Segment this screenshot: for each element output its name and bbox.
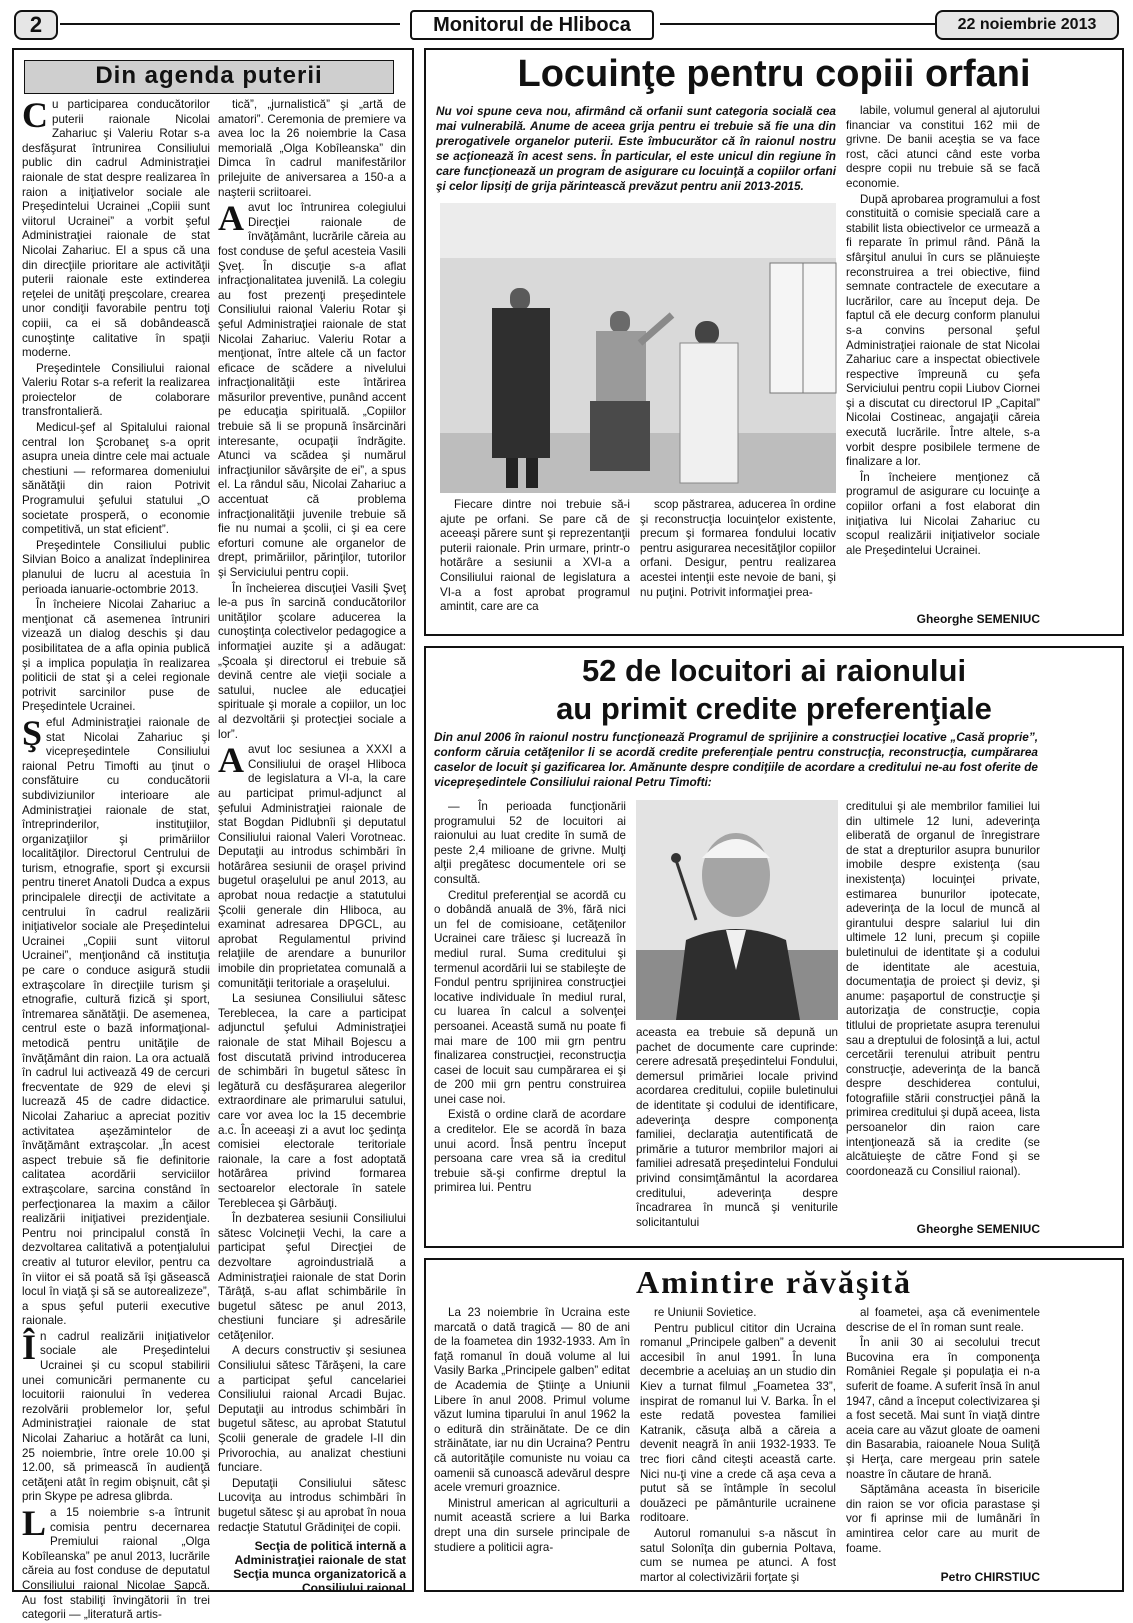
paragraph: În cadrul realizării iniţiativelor sociale ale Preşedintelui Ucrainei şi cu scopul stabilirii unei comunicări permanente cu locuitorii raionului în vederea rezolvării problemelor lor, şeful Administraţiei raionale de stat Nicolai Zahariuc a hotărât ca luni, 25 noiembrie, între orele 10.00 şi 12.00, să primească în audienţă cetăţeni atât în regim obişnuit, cât şi prin Skype pe adresa glibrda.: [22, 1326, 210, 1504]
paragraph: În încheiere menţionez că programul de asigurare cu locuinţe a copiilor orfani a fost elaborat din iniţiativa lui Nicolai Zahariuc cu scopul realizării iniţiativelor sociale ale Preşedintelui Ucrainei.: [846, 470, 1040, 557]
paragraph: Autorul romanului s-a născut în satul Solonîţa din gubernia Poltava, cum se numea pe atunci. A fost martor al colectivizării forţate şi: [640, 1526, 836, 1584]
paragraph: — În perioada funcţionării programului 52 de locuitori ai raionului au luat credite în sumă de peste 2,4 milioane de grivne. Mulţi alţii pregătesc documentele ori se consultă.: [434, 800, 626, 886]
paragraph: În încheiere Nicolai Zahariuc a menţionat că asemenea întruniri vizează un dialog deschis şi dau posibilitatea de a afla opinia publică şi a implica populaţia în realizarea politicii de stat şi a celei regionale potrivit sarcinilor puse de Preşedintele Ucrainei.: [22, 598, 210, 714]
masthead-rule-left: [60, 23, 400, 25]
orphans-column-b-text: scop păstrarea, aducerea în ordine şi reconstrucţia locuinţelor existente, precum şi formarea fondului locativ pentru asigurarea necesităţilor copiilor orfani. Desigur, pentru realizarea acestei intenţii este nevoie de bani, şi nu puţini. Potrivit informaţiei prea-: [640, 498, 836, 599]
masthead-rule-right: [660, 23, 935, 25]
orphans-column-a: [440, 498, 630, 628]
paragraph: Şeful Administraţiei raionale de stat Nicolai Zahariuc şi vicepreşedintele Consiliului raional Petru Timofti au ţinut o consfătuire cu conducătorii subdiviziunilor interioare ale Administraţiei raionale de stat, întreprinderilor, instituţiilor, organizaţiilor şi primăriilor localităţilor. Directorul Centrului de turism, etnografie, sport şi excursii pentru tineret Anatoli Dudca a expus principalele direcţii de activitate a centrului în cadrul realizării iniţiativelor sociale ale Preşedintelui Ucrainei „Copiii sunt viitorul Ucrainei”, menţionând că instituţia pe care o conduce asigură studii extraşcolare în direcţiile turism şi etnografie, cultură fizică şi sport, întremarea sănătăţii. De asemenea, centrul este o bază informaţional-metodică pentru unităţile de învăţământ din raion. La ora actuală în cadrul lui activează 49 de cercuri frecventate de 929 de elevi şi lucrează 45 de cadre didactice. Nicolai Zahariuc a apreciat pozitiv activitatea aşezămintelor de învăţământ extraşcolar. „În acest aspect trebuie să fie definitorie calitatea acordării serviciilor extraşcolare, sarcina constând în perfecţionarea la maxim a căilor realizării iniţiativei prezidenţiale. Pentru noi principalul constă în dezvoltarea calitativă a potenţialului creativ al tuturor elevilor, pentru ca în viitor ei să poată să îşi găsească locul în viaţă şi să se autorealizeze”, a spus şeful puterii executive raionale.: [22, 712, 210, 1328]
agenda-heading: Din agenda puterii: [24, 60, 394, 94]
credits-column-b: [636, 1026, 838, 1242]
paragraph: Aavut loc întrunirea colegiului Direcţiei raionale de învăţământ, lucrările căreia au fost conduse de şeful acesteia Vasili Şveţ. În discuţie s-a aflat infracţionalitatea juvenilă. La colegiu au fost prezenţi preşedintele Consiliului raional Valeriu Rotar şi şeful Administraţiei raionale de stat Nicolai Zahariuc. Valeriu Rotar a menţionat, între altele că un factor eficace de scădere a nivelului infracţionalităţii este întărirea măsurilor preventive, punând accent pe educaţia spirituală. „Copiilor trebuie să li se propună însărcinări interesante, ocupaţii îndrăgite. Atunci va scădea şi numărul infracţiunilor săvârşite de ei”, a spus el. La rândul său, Nicolai Zahariuc a accentuat că problema infracţionalităţii juvenile trebuie să fie nu numai a şcolii, ci şi ea cere eforturi comune ale organelor de drept, primăriilor, părinţilor, tutorilor şi Serviciului pentru copii.: [218, 198, 406, 579]
orphans-column-a-text: Fiecare dintre noi trebuie să-i ajute pe orfani. Se pare că de aceeaşi părere sunt şi reprezentanţii puterii raionale. Prin urmare, printr-o hotărâre a sesiunii a XVI-a a Consiliului raional de legislatura a VI-a a fost aprobat programul amintit, care are ca: [440, 498, 630, 614]
orphans-column-c: [846, 104, 1040, 612]
paragraph: Preşedintele Consiliului public Silvian Boico a analizat îndeplinirea planului de lucru al acestuia în perioada ianuarie-octombrie 2013.: [22, 538, 210, 596]
orphans-author: Gheorghe SEMENIUC: [916, 612, 1040, 626]
paragraph: În dezbaterea sesiunii Consiliului sătesc Volcineţii Vechi, la care a participat şeful Direcţiei de dezvoltare agroindustrială a Administraţiei raionale de stat Dorin Tărâţă, s-au aflat schimbările în bugetul sătesc pe anul 2013, chestiuni funciare şi adresările cetăţenilor.: [218, 1212, 406, 1342]
agenda-column-2: [218, 98, 406, 1596]
agenda-signature-1: Secţia de politică internă a Administraţiei raionale de stat: [234, 1539, 406, 1568]
issue-date: 22 noiembrie 2013: [935, 10, 1119, 40]
paragraph: În anii 30 ai secolului trecut Bucovina era în componenţa României Regale şi populaţia ei n-a suferit de foame. A suferit însă în anul 1947, când a început colectivizarea şi a fost secetă. Mai sunt în viaţă dintre aceia care au văzut gloate de oameni din Basarabia, raioanele Noua Suliţă şi Herţa, care mergeau prin satele noastre în căutare de hrană.: [846, 1336, 1040, 1481]
amintire-author: Petro CHIRSTIUC: [940, 1570, 1040, 1584]
paragraph: Cu participarea conducătorilor puterii raionale Nicolai Zahariuc şi Valeriu Rotar s-a desfăşurat întrunirea Consiliului public din cadrul Administraţiei raionale de stat despre realizarea în raion a iniţiativelor sociale ale Preşedintelui Ucrainei „Copiii sunt viitorul Ucrainei” a vorbit şeful Administraţiei raionale de stat Nicolai Zahariuc. El a spus că una din direcţiile prioritare ale activităţii puterii raionale este extinderea reţelei de unităţi preşcolare, crearea unor condiţii favorabile pentru toţi copiii, ca ei să dobândească cunoştinţe calitative în spaţii moderne.: [22, 95, 210, 360]
credits-lead: Din anul 2006 în raionul nostru funcţionează Programul de sprijinire a construcţiei locative „Casă proprie”, conform căruia cetăţenilor li se acordă credite preferenţiale pentru construcţia, reconstrucţia, cumpărarea caselor de locuit şi gazificarea lor. Amănunte despre condiţiile de acordare a creditului ne-au fost oferite de vicepreşedintele Consiliului raional Petru Timofti:: [434, 730, 1038, 789]
credits-column-c-text: creditului şi ale membrilor familiei lui din ultimele 12 luni, adeverinţa eliberată de organul de înregistrare de stat a drepturilor asupra bunurilor imobile despre existenţa (sau inexistenţa) locuinţei private, estimarea bunurilor ipotecate, adeverinţa de la locul de muncă al girantului despre salariul lui din ultimele 12 luni, precum şi copiile buletinului de identitate şi a codului de identitate ale acestuia, documentaţia de proiect şi deviz, şi anume: paşaportul de construcţie şi autorizaţia de construcţie, copia titlului de proprietate asupra terenului sau a dreptului de folosinţă a lui, actul cercetării terenului atribuit pentru construcţie, adeverinţa de la bancă despre deschiderea contului, fotografiile stării construcţiei până la primirea creditului şi după aceea, lista persoanelor din raion care intenţionează să ia credite (se alcătuieşte de către Fond şi se coordonează cu Consiliul raional).: [846, 800, 1040, 1178]
paragraph: Medicul-şef al Spitalului raional central Ion Şcrobaneţ s-a oprit asupra uneia dintre cele mai actuale chestiuni — reformarea domeniului sănătăţii din raion Potrivit Programului şefului statului „O societate prosperă, o economie competitivă, un stat eficient”.: [22, 421, 210, 537]
credits-column-b-text: aceasta ea trebuie să depună un pachet de documente care cuprinde: cerere adresată preşedintelui Fondului, demersul primăriei locale privind acordarea creditului, copiile buletinului de identitate şi codului de identificare, adeverinţa despre componenţa familiei, declaraţia autentificată de primărie a tuturor membrilor majori ai familiei adresată preşedintelui Fondului privind consimţământul la acordarea creditului, adeverinţa despre încadrarea în muncă şi veniturile solicitantului: [636, 1026, 838, 1229]
paragraph: labile, volumul general al ajutorului financiar va constitui 162 mii de grivne. De banii aceştia se va face rost, căci atunci când este vorba despre copii nu trebuie să se facă economie.: [846, 104, 1040, 190]
amintire-column-b-body: [640, 1306, 836, 1585]
photo-official-at-microphone: [636, 800, 838, 1020]
paragraph: A decurs constructiv şi sesiunea Consiliului sătesc Tărăşeni, la care a participat şeful cancelariei Consiliului raional Arcadi Bujac. Deputaţii au introdus schimbări în bugetul sătesc, au aprobat Statutul Şcolii generale de gradele I-II din Privorochia, au analizat chestiuni funciare.: [218, 1344, 406, 1475]
agenda-column-2-body: [218, 98, 406, 1535]
credits-column-c: [846, 800, 1040, 1222]
paragraph: După aprobarea programului a fost constituită o comisie specială care a stabilit lista obiectivelor ce urmează a fi reparate în primul rând. Până la sfârşitul anului în curs se plănuieşte reconstruirea a trei obiective, fiind semnate contractele de executare a lucrărilor, care au început deja. De faptul că ele decurg conform planului s-a convins personal şeful Administraţiei raionale de stat Nicolai Zahariuc care a inspectat obiectivele respective împreună cu şefa Serviciului pentru copii Liubov Ciornei şi a discutat cu directorul IP „Capital” Nicolai Costineac, angajaţii căreia execută lucrările. Între altele, s-a vorbit despre posibilele termene de finalizare a lor.: [846, 192, 1040, 469]
orphans-column-b: [640, 498, 836, 628]
orphans-photo: [440, 203, 836, 493]
paragraph: al foametei, aşa că evenimentele descrise de el în roman sunt reale.: [846, 1306, 1040, 1334]
paragraph: Săptămâna aceasta în bisericile din raion se vor oficia parastase şi vor fi aprinse mii de lumânări în amintirea celor care au murit de foame.: [846, 1483, 1040, 1555]
paragraph: Deputaţii Consiliului sătesc Lucoviţa au introdus schimbări în bugetul sătesc şi au aprobat în noua redacţie Statutul Grădiniţei de copii.: [218, 1476, 406, 1534]
credits-column-a-body: [434, 800, 626, 1196]
publication-title: Monitorul de Hliboca: [410, 10, 654, 40]
agenda-signature-2: Secţia munca organizatorică a Consiliului raional: [233, 1567, 406, 1596]
amintire-column-a: [434, 1306, 630, 1586]
paragraph: Creditul preferenţial se acordă cu o dobândă anuală de 3%, fără nici un fel de comisioane, cetăţenilor Ucrainei care trăiesc şi lucrează în mediul rural. Suma creditului şi termenul acordării lui se stabileşte de Fondul pentru sprijinirea construcţiei locative individuale în mediul rural, cu luarea în calcul a solvenţei persoanei. Această sumă nu poate fi mai mare de 100 mii grn pentru finalizarea construcţiei, reconstrucţia casei de locuit sau cumpărarea ei şi de 200 mii grn pentru construirea unei case noi.: [434, 888, 626, 1106]
credits-author: Gheorghe SEMENIUC: [916, 1222, 1040, 1236]
paragraph: Există o ordine clară de acordare a creditelor. Ele se acordă în baza unui acord. Însă pentru început persoana care vrea să ia creditul trebuie să-şi confirme dreptul la primirea lui. Pentru: [434, 1108, 626, 1195]
credits-photo: [636, 800, 838, 1020]
orphans-lead: Nu voi spune ceva nou, afirmând că orfanii sunt categoria socială cea mai vulnerabilă. Anume de aceea grija pentru ei trebuie să fie una din prerogativele organelor puterii. Este îmbucurător că în raionul nostru se acţionează în acest sens. În particular, el este unicul din regiune în care funcţionează un program de asigurare cu locuinţă a copiilor orfani şi celor lipsiţi de grija părintească prevăzut pentru anii 2013-2015.: [436, 104, 836, 193]
paragraph: Aavut loc sesiunea a XXXI a Consiliului de oraşel Hliboca de legislatura a VI-a, la care au participat primul-adjunct al şefului Administraţiei raionale de stat Bogdan Pidlubnîi şi deputatul Consiliului raional Valeri Vorotneac. Deputaţii au introdus schimbări în hotărârea sesiunii de oraşel privind bugetul oraşelului pe anul 2013, au aprobat noua redacţie a statutului Şcolii generale din Hliboca, au examinat adresarea DPGCL, au aprobat Regulamentul privind relaţiile de arendare a bunurilor imobile din proprietatea comunală a comunităţii teritoriale a oraşelului.: [218, 740, 406, 990]
paragraph: tică”, „jurnalistică” şi „artă de amatori”. Ceremonia de premiere va avea loc la 26 noiembrie la Casa memorială „Olga Kobîleanska” din Dimca în cadrul manifestărilor prilejuite de aniversarea a 150-a a naşterii scriitoarei.: [218, 98, 406, 199]
paragraph: re Uniunii Sovietice.: [654, 1306, 757, 1319]
paragraph: La 15 noiembrie s-a întrunit comisia pentru decernarea Premiului raional „Olga Kobîleanska” pe anul 2013, lucrările căreia au fost conduse de deputatul Consiliului raional Nicolae Şapcă. Au fost stabiliţi învingătorii în trei categorii — „literatură artis-: [22, 1503, 210, 1622]
amintire-column-a-body: [434, 1306, 630, 1555]
credits-column-a: [434, 800, 626, 1242]
masthead: [10, 8, 1123, 38]
page-number: 2: [14, 10, 58, 40]
photo-officials-in-room: [440, 203, 836, 493]
credits-headline-line2: au primit credite preferenţiale: [556, 691, 992, 726]
paragraph: Pentru publicul cititor din Ucraina romanul „Principele galben” a devenit accesibil în anul 1991. În luna decembrie a aceluiaş an un studio din Kiev a turnat filmul „Foametea 33”, inspirat de romanul lui V. Barka. În el este redată povestea familiei Katranik, căsuţa albă a căreia a devenit neagră în anii 1932-1933. Te trec fiori când citeşti această carte. Nici nu-ţi vine a crede că aşa ceva a putut să se întâmple în secolul douăzeci pe pământurile ucrainene roditoare.: [640, 1321, 836, 1525]
amintire-column-c-body: [846, 1306, 1040, 1556]
paragraph: În încheierea discuţiei Vasili Şveţ le-a pus în sarcină conducătorilor unităţilor şcolare aducerea la cunoştinţa colectivelor pedagogice a informaţiei auzite şi a adăugat: „Şcoala şi directorul ei trebuie să devină centre ale vieţii sociale a satului, nuclee ale educaţiei spirituale şi morale a copiilor, un loc al dezvoltării şi protecţiei sociale a lor”.: [218, 581, 406, 741]
orphans-column-c-body: [846, 104, 1040, 558]
paragraph: La sesiunea Consiliului sătesc Tereblecea, la care a participat adjunctul şefului Administraţiei raionale de stat Mihail Bojescu a fost discutată privind introducerea de schimbări în bugetul sătesc în legătură cu desfăşurarea alegerilor extraordinare ale primarului satului, care vor avea loc la 15 decembrie a.c. În aceeaşi zi a avut loc şedinţa comisiei electorale teritoriale raionale, la care a fost adoptată hotărârea privind formarea sectoarelor electorale în satele Tereblecea şi Gârbăuţi.: [218, 992, 406, 1210]
paragraph: Ministrul american al agriculturii a numit această scriere a lui Barka drept una din sursele principale de studiere a politicii agra-: [434, 1496, 630, 1554]
amintire-headline: Amintire răvăşită: [635, 1264, 913, 1300]
paragraph: Preşedintele Consiliului raional Valeriu Rotar s-a referit la realizarea proiectelor de colaborare transfrontalieră.: [22, 361, 210, 419]
paragraph: La 23 noiembrie în Ucraina este marcată o dată tragică — 80 de ani de la foametea din 1932-1933. Am în faţă romanul în două volume al lui Vasily Barka „Principele galben” editat de Academia de Ştiinţe a Uniunii Libere în anul 2008. Primul volume văzut lumina tiparului în anul 1962 la o editură din străinătate. De ce din străinătate, iar nu din Ucraina? Pentru că autorităţile comuniste nu voiau ca oamenii să cunoască adevărul despre acele vremuri groaznice.: [434, 1306, 630, 1495]
agenda-column-1: [22, 95, 210, 1622]
orphans-headline: Locuinţe pentru copiii orfani: [517, 53, 1031, 95]
credits-headline-line1: 52 de locuitori ai raionului: [581, 653, 967, 688]
amintire-column-b: [640, 1306, 836, 1586]
amintire-column-c: [846, 1306, 1040, 1568]
